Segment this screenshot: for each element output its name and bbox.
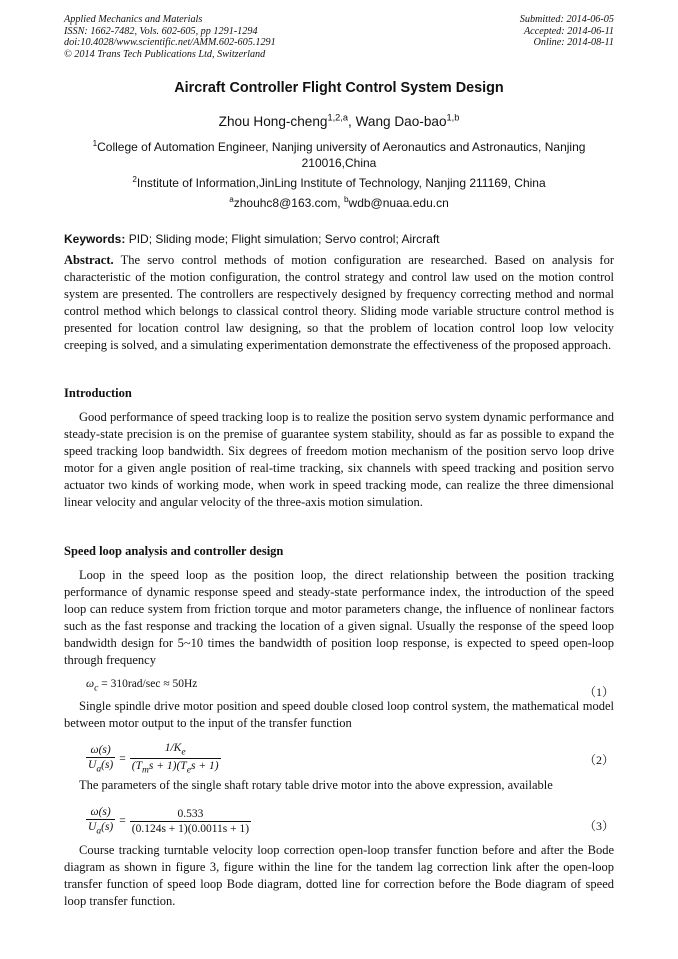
eq3-lhs-den: U <box>88 821 97 833</box>
eq3-rhs-fraction <box>130 808 251 835</box>
doi-line: doi:10.4028/www.scientific.net/AMM.602-605.1291 <box>64 37 276 49</box>
affiliation-2-sup: 2 <box>132 175 137 184</box>
online-date: Online: 2014-08-11 <box>533 37 614 49</box>
eq1-omega: ω <box>86 678 95 690</box>
email-b: wdb@nuaa.edu.cn <box>348 196 449 210</box>
author-line <box>0 114 678 129</box>
eq3-lhs-num: ω(s) <box>90 806 111 818</box>
paragraph-after-eq2: The parameters of the single shaft rotary table drive motor into the above expression, available <box>79 778 553 792</box>
eq2-lhs-den: U <box>88 758 97 771</box>
eq1-omega-sub: c <box>94 682 99 694</box>
paragraph-after-eq3: Course tracking turntable velocity loop correction open-loop transfer function before and after the Bode diagram as shown in figure 3, figure within the line for the tandem lag correction link after the open-loop transfer function of speed loop Bode diagram, dotted line for correction before the Bode diagram of speed loop transfer function. <box>64 843 614 908</box>
eq2-rhs-fraction <box>130 742 221 776</box>
speed-loop-paragraph: Loop in the speed loop as the position loop, the direct relationship between the position tracking performance of dynamic response speed and steady-state performance index, the introduction of the speed loop can reduce system from friction torque and motor parameters change, the influence of nonlinear factors such as the fast response and tracking the location of a given signal. Usually the response of the speed loop bandwidth design for 5~10 times the bandwidth of position loop response, is expected to speed open-loop through frequency <box>64 568 614 667</box>
introduction-paragraph: Good performance of speed tracking loop is to realize the position servo system dynamic performance and steady-state precision is on the premise of guarantee system stability, should as far as possible to expand the speed tracking loop bandwidth. Six degrees of freedom motion mechanism of the position servo loop drive motor for a given angle position of real-time tracking, six channels with speed tracking and position servo actuator two kinds of working mode, when work in speed tracking mode, can realize the three dimensional linear velocity and angular velocity of the three-axis motion simulation. <box>64 410 614 509</box>
author-2: Wang Dao-bao <box>355 114 447 129</box>
eq2-lhs-num: ω(s) <box>90 743 111 756</box>
equation-3 <box>86 806 251 836</box>
keywords-label: Keywords: <box>64 232 126 246</box>
journal-header-right <box>520 14 614 49</box>
issn-line: ISSN: 1662-7482, Vols. 602-605, pp 1291-1294 <box>64 25 258 37</box>
email-a-sup: a <box>229 195 234 204</box>
journal-name: Applied Mechanics and Materials <box>64 14 203 25</box>
section-heading-speed-loop: Speed loop analysis and controller design <box>64 544 284 558</box>
keywords-text: PID; Sliding mode; Flight simulation; Servo control; Aircraft <box>125 232 440 246</box>
eq2-rhs-den-tail: s + 1) <box>190 760 219 773</box>
eq3-rhs-num: 0.533 <box>130 808 251 822</box>
eq3-equals: = <box>119 815 126 828</box>
equation-2 <box>86 742 221 776</box>
journal-header-left <box>64 14 276 60</box>
eq2-equals: = <box>119 752 126 765</box>
author-1-sup: 1,2,a <box>327 112 349 123</box>
keywords <box>64 232 614 246</box>
abstract-text: The servo control methods of motion configuration are researched. Based on analysis for characteristic of the motion configuration, the control strategy and control law used on the motion control system are presented. The controllers are respectively designed by frequency correcting method and normal control method which belongs to classical control theory. Sliding mode variable structure control method is presented for location control law designing, so that the problem of location control loop low velocity creeping is solved, and a simulating experimentation demonstrate the effectiveness of the proposed approach. <box>64 253 614 352</box>
eq3-rhs-den: (0.124s + 1)(0.0011s + 1) <box>131 822 250 835</box>
submitted-date: Submitted: 2014-06-05 <box>519 14 614 25</box>
eq2-lhs-den-tail: (s) <box>101 758 114 771</box>
eq2-lhs-den-sub: a <box>96 762 102 774</box>
copyright-line: © 2014 Trans Tech Publications Ltd, Switzerland <box>64 48 266 60</box>
author-1: Zhou Hong-cheng <box>218 114 328 129</box>
affiliation-1-sup: 1 <box>92 139 98 148</box>
eq2-rhs-den-mid: s + 1)(T <box>148 760 187 773</box>
abstract-label: Abstract. <box>64 253 114 267</box>
affiliation-1 <box>64 139 614 171</box>
author-2-sup: 1,b <box>446 112 460 123</box>
paragraph-after-eq1: Single spindle drive motor position and speed double closed loop control system, the mathematical model between motor output to the input of the transfer function <box>64 699 614 730</box>
eq2-rhs-num: 1/K <box>164 742 182 754</box>
affiliation-2 <box>64 175 614 191</box>
equation-2-number: （2） <box>584 753 615 767</box>
equation-1 <box>86 678 197 693</box>
eq2-rhs-den-sub1: m <box>141 764 149 776</box>
accepted-date: Accepted: 2014-06-11 <box>523 25 614 37</box>
equation-3-number: （3） <box>584 819 615 833</box>
eq2-rhs-num-sub: e <box>181 746 186 758</box>
paper-title: Aircraft Controller Flight Control System Design <box>174 80 504 96</box>
eq3-lhs-den-tail: (s) <box>101 821 114 833</box>
eq2-rhs-den-sub2: e <box>186 764 191 776</box>
abstract <box>64 252 614 353</box>
eq1-rhs: = 310rad/sec ≈ 50Hz <box>98 678 198 690</box>
eq2-lhs-fraction <box>86 744 115 774</box>
emails <box>64 195 614 211</box>
eq3-lhs-fraction <box>86 806 115 836</box>
section-heading-introduction: Introduction <box>64 386 132 400</box>
email-a: zhouhc8@163.com, <box>233 196 344 210</box>
eq3-lhs-den-sub: a <box>96 825 102 837</box>
equation-1-number: （1） <box>584 685 615 699</box>
affiliation-1-text: College of Automation Engineer, Nanjing university of Aeronautics and Astronautics, Nanjing 210016,China <box>97 140 586 170</box>
email-b-sup: b <box>343 195 349 204</box>
affiliation-2-text: Institute of Information,JinLing Institute of Technology, Nanjing 211169, China <box>136 176 546 190</box>
author-separator: , <box>348 114 356 129</box>
eq2-rhs-den: (T <box>131 760 142 773</box>
